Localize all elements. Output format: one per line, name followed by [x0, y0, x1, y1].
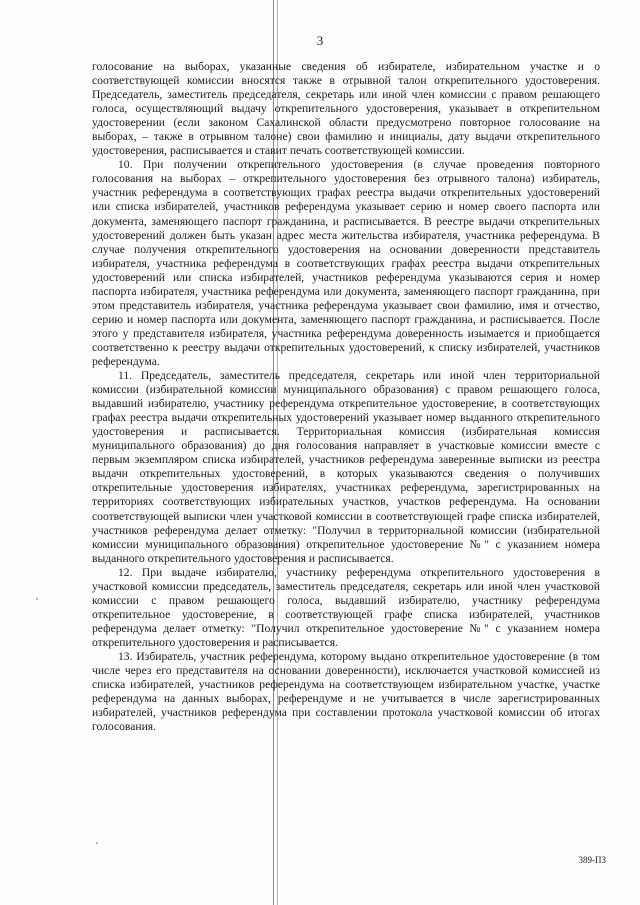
paragraph-13: 13. Избиратель, участник референдума, которому выдано открепительное удостоверение (в том числе через его представителя на основании доверенности), исключается участковой комиссией из списка избирателей, участников референдума на соответствующем избирательном участке, участке референдума на данных выборах, референдуме и не учитывается в числе зарегистрированных избирателей, участников референдума при составлении протокола участковой комиссии об итогах голосования.: [92, 649, 600, 734]
scan-speck: [96, 842, 98, 844]
scan-speck: [36, 598, 38, 600]
paragraph-12: 12. При выдаче избирателю, участнику референдума открепительного удостоверения в участковой комиссии председатель, заместитель председателя, секретарь или иной член участковой комиссии с правом решающего голоса, выдавший избирателю, участнику референдума открепительное удостоверение, в соответствующей графе списка избирателей, участников референдума делает отметку: "Получил открепительное удостоверение №" с указанием номера открепительного удостоверения и расписывается.: [92, 565, 600, 649]
document-body: [92, 60, 600, 734]
paragraph-continuation: голосование на выборах, указанные сведения об избирателе, избирательном участке и о соответствующей комиссии вносятся также в отрывной талон открепительного удостоверения. Председатель, заместитель председателя, секретарь или иной член комиссии с правом решающего голоса, осуществляющий выдачу открепительного удостоверения, указывает в открепительном удостоверении (если законом Сахалинской области предусмотрено повторное голосование на выборах, – также в отрывном талоне) свои фамилию и инициалы, дату выдачи открепительного удостоверения, расписывается и ставит печать соответствующей комиссии.: [92, 60, 600, 158]
paragraph-11: 11. Председатель, заместитель председателя, секретарь или иной член территориальной комиссии (избирательной комиссии муниципального образования) с правом решающего голоса, выдавший избирателю, участнику референдума открепительное удостоверение, в соответствующих графах реестра выдачи открепительных удостоверений указывает номер выданного открепительного удостоверения и расписывается. Территориальная комиссия (избирательная комиссия муниципального образования) до дня голосования направляет в участковые комиссии вместе с первым экземпляром списка избирателей, участников референдума заверенные выписки из реестра выдачи открепительных удостоверений, в которых указываются сведения о получивших открепительные удостоверения избирателях, участниках референдума, зарегистрированных на территориях соответствующих избирательных участков, участков референдума. На основании соответствующей выписки член участковой комиссии в соответствующей графе списка избирателей, участников референдума делает отметку: "Получил в территориальной комиссии (избирательной комиссии муниципального образования) открепительное удостоверение №" с указанием номера выданного открепительного удостоверения и расписывается.: [92, 369, 600, 565]
page-number: 3: [316, 33, 324, 48]
paragraph-10: 10. При получении открепительного удостоверения (в случае проведения повторного голосования на выборах – открепительного удостоверения без отрывного талона) избиратель, участник референдума в соответствующих графах реестра выдачи открепительных удостоверений или списка избирателей, участников референдума указывает серию и номер своего паспорта или документа, заменяющего паспорт гражданина, и расписывается. В реестре выдачи открепительных удостоверений должен быть указан адрес места жительства избирателя, участника референдума. В случае получения открепительного удостоверения на основании доверенности представитель избирателя, участника референдума в соответствующих графах реестра выдачи открепительных удостоверений или списка избирателей, участников референдума указываются серия и номер паспорта избирателя, участника референдума или документа, заменяющего паспорт гражданина, при этом представитель избирателя, участника референдума указывает свои фамилию, имя и отчество, серию и номер паспорта или документа, заменяющего паспорт гражданина, и расписывается. После этого у представителя избирателя, участника референдума доверенность изымается и приобщается соответственно к реестру выдачи открепительных удостоверений, к списку избирателей, участников референдума.: [92, 158, 600, 368]
document-code: 389-ПЗ: [578, 855, 606, 865]
